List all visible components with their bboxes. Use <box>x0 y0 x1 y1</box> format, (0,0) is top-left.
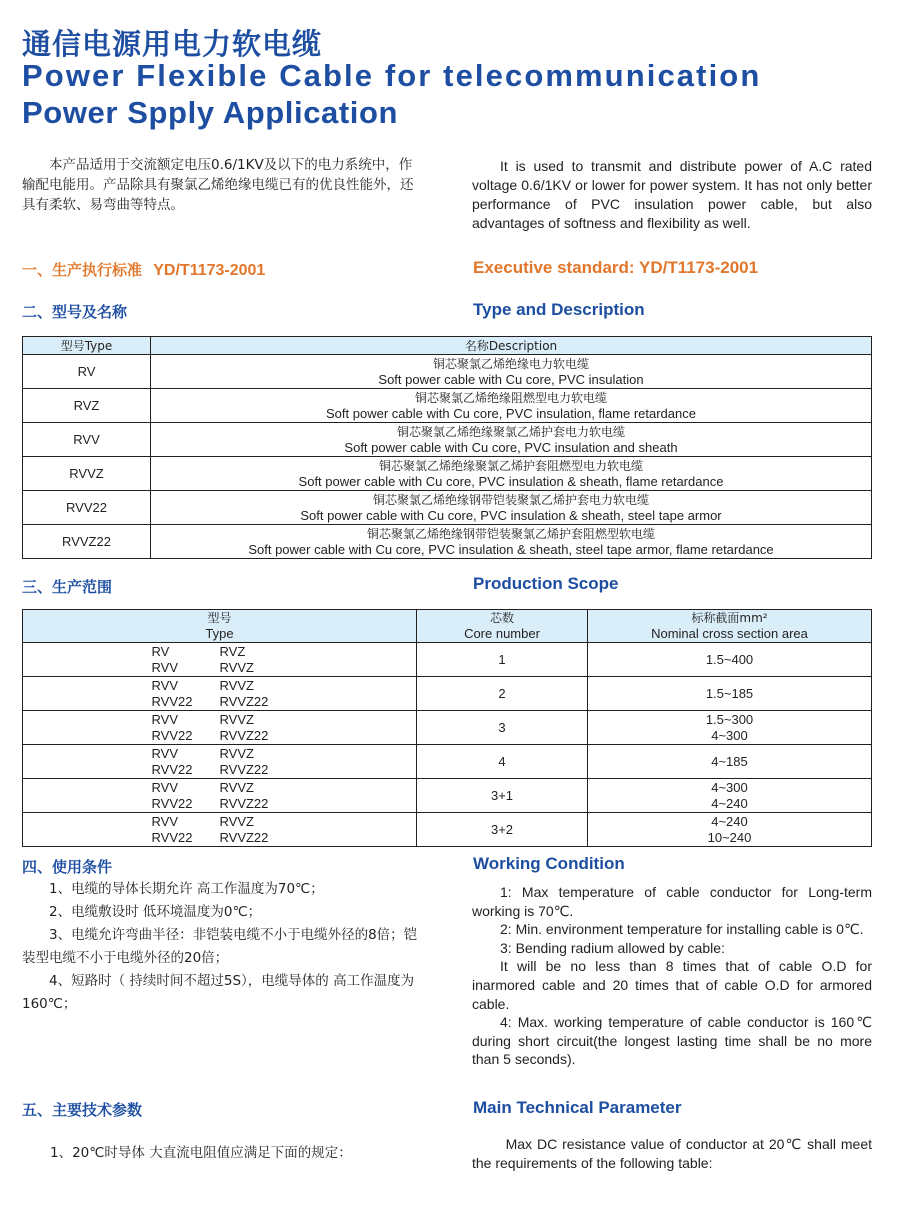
description-cn: 铜芯聚氯乙烯绝缘阻燃型电力软电缆 <box>414 390 607 405</box>
condition-item: 1、电缆的导体长期允许 高工作温度为70℃； <box>49 881 324 897</box>
section-type-en: Type and Description <box>473 300 645 319</box>
area-cell <box>588 813 872 847</box>
parameter-cn: 1、20℃时导体 大直流电阻值应满足下面的规定： <box>50 1145 352 1161</box>
type-description-table <box>22 336 872 559</box>
description-en: Soft power cable with Cu core, PVC insulation <box>378 371 644 387</box>
core-cell: 4 <box>417 745 588 779</box>
description-en: Soft power cable with Cu core, PVC insulation and sheath <box>344 439 678 455</box>
section-standard-cn <box>22 259 265 280</box>
production-scope-table <box>22 609 872 847</box>
table-header-row <box>23 337 872 355</box>
condition-item: 3、电缆允许弯曲半径：非铠装电缆不小于电缆外径的8倍；铠装型电缆不小于电缆外径的20倍； <box>22 927 418 966</box>
area-cell <box>588 711 872 745</box>
type-cell: RVZ <box>23 389 151 423</box>
table-row <box>23 813 872 847</box>
header-core-cn: 芯数 <box>489 611 514 625</box>
condition-item: 4: Max. working temperature of cable conductor is 160℃ during short circuit(the longest lasting time shall be no more than 5 seconds). <box>472 1014 872 1068</box>
area-value: 1.5~185 <box>705 685 754 701</box>
type-name: RVVZ <box>219 659 254 675</box>
type-name: RVVZ <box>219 711 254 727</box>
area-value: 4~300 <box>711 779 748 795</box>
type-cell <box>23 813 417 847</box>
core-cell: 3 <box>417 711 588 745</box>
type-name: RVVZ22 <box>219 693 269 709</box>
description-cn: 铜芯聚氯乙烯绝缘电力软电缆 <box>432 356 589 371</box>
table-row <box>23 711 872 745</box>
type-name: RV <box>151 643 170 659</box>
description-cell <box>151 525 872 559</box>
area-value: 1.5~300 <box>705 711 754 727</box>
table-row <box>23 779 872 813</box>
area-value: 4~300 <box>711 727 748 743</box>
description-cell <box>151 423 872 457</box>
header-description: 名称Description <box>151 337 872 355</box>
type-cell <box>23 643 417 677</box>
description-en: Soft power cable with Cu core, PVC insulation, flame retardance <box>326 405 696 421</box>
type-name: RVV <box>151 813 178 829</box>
core-cell: 3+1 <box>417 779 588 813</box>
type-name: RVVZ22 <box>219 727 269 743</box>
type-name: RVVZ <box>219 745 254 761</box>
type-name: RVV22 <box>151 693 193 709</box>
page-title-en-line1: Power Flexible Cable for telecommunication <box>22 58 762 93</box>
section-standard-cn-label: 一、生产执行标准 <box>22 261 143 279</box>
table-row <box>23 355 872 389</box>
conditions-cn <box>22 878 427 1016</box>
type-cell <box>23 711 417 745</box>
type-name: RVV <box>151 659 178 675</box>
type-name: RVVZ22 <box>219 761 269 777</box>
area-value: 4~185 <box>711 753 748 769</box>
section-parameter-en: Main Technical Parameter <box>473 1098 682 1117</box>
type-cell: RVV <box>23 423 151 457</box>
type-cell <box>23 779 417 813</box>
area-value: 4~240 <box>711 813 748 829</box>
type-name: RVV <box>151 711 178 727</box>
header-area <box>588 610 872 643</box>
table-header-row <box>23 610 872 643</box>
page-title-en-line2: Power Spply Application <box>22 95 399 130</box>
area-value: 1.5~400 <box>705 651 754 667</box>
area-value: 4~240 <box>711 795 748 811</box>
table-row <box>23 745 872 779</box>
type-name: RVV <box>151 745 178 761</box>
area-cell <box>588 677 872 711</box>
type-name: RVVZ22 <box>219 829 269 845</box>
description-cn: 铜芯聚氯乙烯绝缘聚氯乙烯护套阻燃型电力软电缆 <box>378 458 643 473</box>
condition-item: 3: Bending radium allowed by cable: <box>500 939 725 956</box>
header-type-cn: 型号 <box>207 611 232 625</box>
header-area-en: Nominal cross section area <box>651 626 808 641</box>
description-en: Soft power cable with Cu core, PVC insulation & sheath, steel tape armor <box>300 507 722 523</box>
description-cell <box>151 389 872 423</box>
section-scope-cn: 三、生产范围 <box>22 578 113 596</box>
type-name: RVV <box>151 779 178 795</box>
table-row <box>23 677 872 711</box>
description-en: Soft power cable with Cu core, PVC insulation & sheath, flame retardance <box>298 473 724 489</box>
description-cell <box>151 491 872 525</box>
conditions-en <box>472 883 872 1069</box>
condition-item: 1: Max temperature of cable conductor for Long-term working is 70℃. <box>472 884 872 919</box>
condition-item: 4、短路时（ 持续时间不超过5S），电缆导体的 高工作温度为160℃； <box>22 973 415 1012</box>
section-type-cn: 二、型号及名称 <box>22 303 128 321</box>
area-cell <box>588 745 872 779</box>
type-name: RVV22 <box>151 727 193 743</box>
table-row <box>23 643 872 677</box>
header-core <box>417 610 588 643</box>
description-en: Soft power cable with Cu core, PVC insulation & sheath, steel tape armor, flame retardance <box>248 541 774 557</box>
type-cell: RVVZ22 <box>23 525 151 559</box>
section-condition-en: Working Condition <box>473 854 625 873</box>
table-row <box>23 389 872 423</box>
type-name: RVVZ <box>219 677 254 693</box>
type-name: RVV <box>151 677 178 693</box>
description-cell <box>151 457 872 491</box>
condition-item: 2、电缆敷设时 低环境温度为0℃； <box>49 904 262 920</box>
table-row <box>23 457 872 491</box>
core-cell: 1 <box>417 643 588 677</box>
intro-en: It is used to transmit and distribute power of A.C rated voltage 0.6/1KV or lower for power system. It has not only better performance of PVC insulation power cable, but also advantages of softness and flexibility as well. <box>472 158 872 231</box>
description-cn: 铜芯聚氯乙烯绝缘钢带铠装聚氯乙烯护套电力软电缆 <box>372 492 649 507</box>
header-core-en: Core number <box>464 626 540 641</box>
description-cell <box>151 355 872 389</box>
type-cell <box>23 677 417 711</box>
section-condition-cn: 四、使用条件 <box>22 858 113 876</box>
type-name: RVVZ <box>219 813 254 829</box>
area-value: 10~240 <box>707 829 752 845</box>
section-scope-en: Production Scope <box>473 574 619 593</box>
type-cell: RVVZ <box>23 457 151 491</box>
parameter-en: Max DC resistance value of conductor at 20℃ shall meet the requirements of the following table: <box>472 1136 872 1171</box>
type-name: RVVZ <box>219 779 254 795</box>
area-cell <box>588 779 872 813</box>
section-standard-en: Executive standard: YD/T1173-2001 <box>473 258 759 277</box>
type-name: RVV22 <box>151 761 193 777</box>
type-name: RVV22 <box>151 795 193 811</box>
type-cell: RVV22 <box>23 491 151 525</box>
section-parameter-cn: 五、主要技术参数 <box>22 1101 143 1119</box>
core-cell: 2 <box>417 677 588 711</box>
header-type-en: Type <box>205 626 234 641</box>
description-cn: 铜芯聚氯乙烯绝缘聚氯乙烯护套电力软电缆 <box>396 424 625 439</box>
type-name: RVVZ22 <box>219 795 269 811</box>
core-cell: 3+2 <box>417 813 588 847</box>
header-type <box>23 610 417 643</box>
table-row <box>23 491 872 525</box>
table-row <box>23 525 872 559</box>
type-cell <box>23 745 417 779</box>
condition-item: It will be no less than 8 times that of cable O.D for inarmored cable and 20 times that of cable O.D for armored cable. <box>472 958 872 1012</box>
description-cn: 铜芯聚氯乙烯绝缘钢带铠装聚氯乙烯护套阻燃型软电缆 <box>366 526 655 541</box>
header-area-cn: 标称截面mm² <box>691 611 768 625</box>
header-type: 型号Type <box>23 337 151 355</box>
type-name: RVZ <box>219 643 246 659</box>
area-cell <box>588 643 872 677</box>
intro-cn: 本产品适用于交流额定电压0.6/1KV及以下的电力系统中，作输配电能用。产品除具有聚氯乙烯绝缘电缆已有的优良性能外，还具有柔软、易弯曲等特点。 <box>22 157 414 213</box>
condition-item: 2: Min. environment temperature for installing cable is 0℃. <box>500 921 864 938</box>
page-title-cn: 通信电源用电力软电缆 <box>22 27 323 61</box>
table-row <box>23 423 872 457</box>
type-cell: RV <box>23 355 151 389</box>
type-name: RVV22 <box>151 829 193 845</box>
section-standard-cn-code: YD/T1173-2001 <box>153 262 266 279</box>
